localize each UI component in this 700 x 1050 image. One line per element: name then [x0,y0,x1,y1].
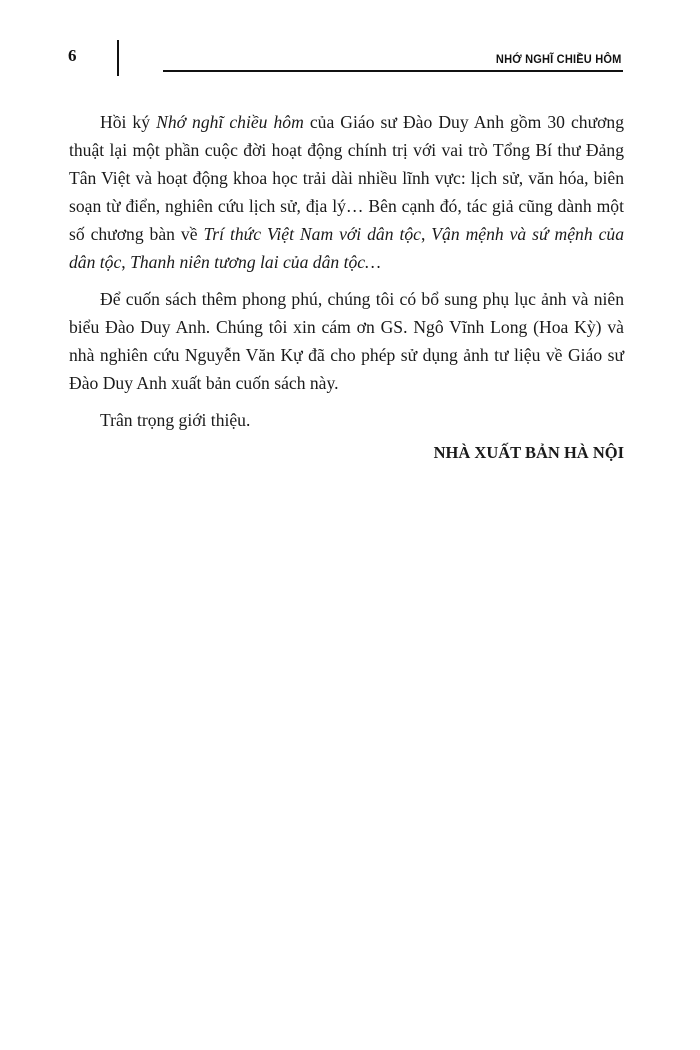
paragraph-intro [69,108,624,276]
page-body [69,108,624,465]
book-title: Nhớ nghĩ chiều hôm [156,112,304,132]
separator-2: , [121,252,131,272]
paragraph-acknowledgement: Để cuốn sách thêm phong phú, chúng tôi có bổ sung phụ lục ảnh và niên biểu Đào Duy Anh. Chúng tôi xin cám ơn GS. Ngô Vĩnh Long (Hoa Kỳ) và nhà nghiên cứu Nguyễn Văn Kự đã cho phép sử dụng ảnh tư liệu về Giáo sư Đào Duy Anh xuất bản cuốn sách này. [69,289,624,393]
paragraph-closing: Trân trọng giới thiệu. [100,410,251,430]
separator-1: , [420,224,432,244]
running-title: NHỚ NGHĨ CHIỀU HÔM [496,52,622,66]
chapter-title-2: Vận mệnh và sứ mệnh của dân tộc [69,224,624,272]
page-number: 6 [68,46,77,65]
header-vertical-divider [117,40,119,76]
chapter-title-1: Trí thức Việt Nam với dân tộc [203,224,421,244]
header-rule [163,70,623,72]
page-header [0,0,700,90]
publisher-signature: NHÀ XUẤT BẢN HÀ NỘI [433,443,624,462]
intro-text-middle: của Giáo sư Đào Duy Anh gồm 30 chương thuật lại một phần cuộc đời hoạt động chính trị với vai trò Tổng Bí thư Đảng Tân Việt và hoạt động khoa học trải dài nhiều lĩnh vực: lịch sử, văn hóa, biên soạn từ điển, nghiên cứu lịch sử, địa lý… Bên cạnh đó, tác giả cũng dành một số chương bàn về [69,112,625,244]
intro-text-start: Hồi ký [100,112,157,132]
chapter-title-3: Thanh niên tương lai của dân tộc… [130,252,381,272]
